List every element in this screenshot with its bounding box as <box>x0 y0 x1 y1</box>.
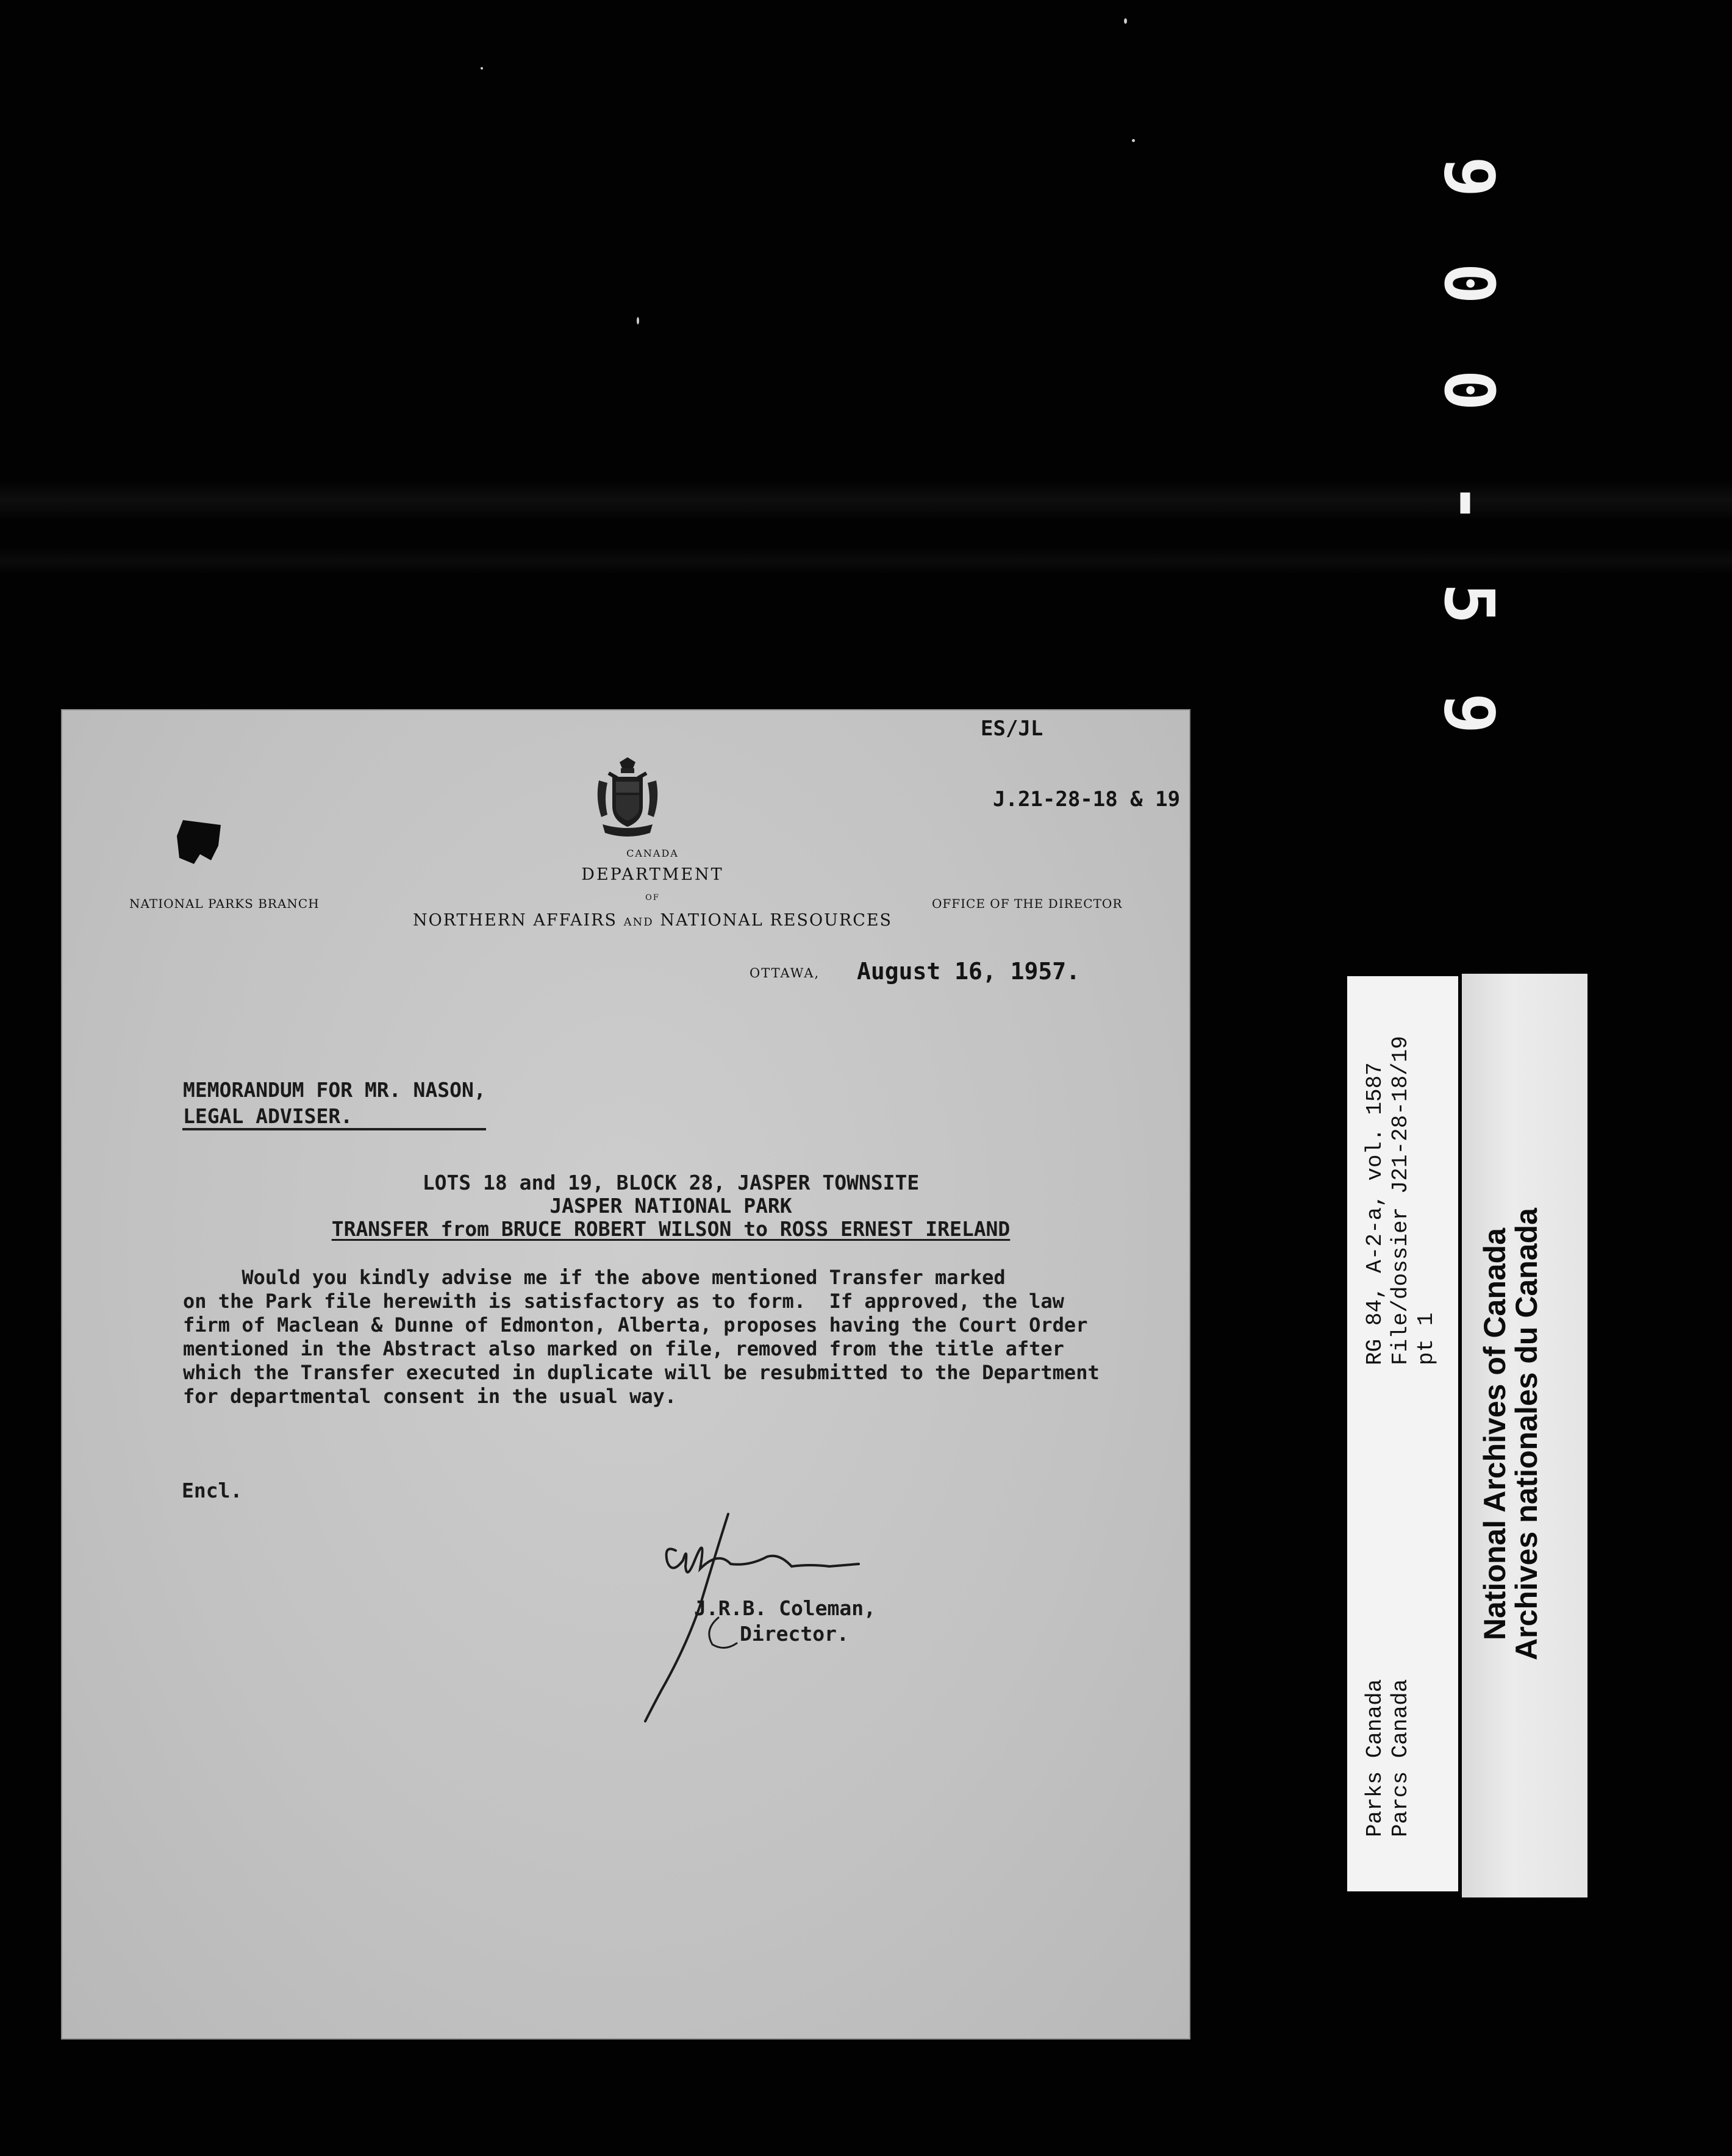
file-reference: J.21-28-18 & 19 <box>993 787 1181 812</box>
archive-reference-text <box>1356 1025 1448 1842</box>
frame-number-digit: 0 <box>1429 369 1508 411</box>
subject-line-1: LOTS 18 and 19, BLOCK 28, JASPER TOWNSITE <box>422 1171 920 1194</box>
archive-institution-label <box>1462 974 1587 1897</box>
ministry-part-1: NORTHERN AFFAIRS <box>412 911 617 930</box>
memorandum-sheet <box>61 709 1190 2040</box>
punch-hole-mark <box>176 818 226 866</box>
letterhead-of: OF <box>645 893 660 902</box>
memo-date: August 16, 1957. <box>857 958 1081 985</box>
letterhead-ministry <box>378 911 927 930</box>
frame-number-digit: 0 <box>1429 263 1508 304</box>
archive-reference-label <box>1347 976 1458 1891</box>
reference-initials: ES/JL <box>981 716 1043 741</box>
institution-name: National Archives of Canada Archives nationales du Canada <box>1478 1208 1544 1660</box>
letterhead-branch: NATIONAL PARKS BRANCH <box>129 896 320 911</box>
enclosure-note: Encl. <box>182 1479 243 1502</box>
frame-number <box>1414 146 1523 768</box>
memo-body: Would you kindly advise me if the above mentioned Transfer marked on the Park file herewith is satisfactory as to form. If approved, the law firm of Maclean & Dunne of Edmonton, Alberta, proposes having the Court Order mentioned in the Abstract also marked on file, removed from the title after which the Transfer executed in duplicate will be resubmitted to the Department for departmental consent in the usual way. <box>183 1266 1100 1408</box>
signer-title: Director. <box>740 1622 849 1646</box>
frame-number-digit: 9 <box>1429 693 1508 734</box>
agency-name: Parks Canada Parcs Canada <box>1362 1679 1413 1837</box>
letterhead-office: OFFICE OF THE DIRECTOR <box>932 896 1123 911</box>
subject-line-2: JASPER NATIONAL PARK <box>549 1194 792 1218</box>
file-citation: RG 84, A-2-a, vol. 1587 File/dossier J21-28-18/19 pt 1 <box>1362 1036 1439 1366</box>
coat-of-arms-icon <box>590 756 665 841</box>
place-label: OTTAWA, <box>750 966 820 980</box>
letterhead-department: DEPARTMENT <box>581 865 724 884</box>
frame-number-digit: 5 <box>1429 583 1508 624</box>
frame-number-digit: 9 <box>1429 156 1508 198</box>
ministry-and: AND <box>623 916 654 929</box>
subject-line-3: TRANSFER from BRUCE ROBERT WILSON to ROSS ERNEST IRELAND <box>331 1217 1011 1241</box>
addressee-underline <box>182 1128 486 1130</box>
letterhead-country: CANADA <box>626 848 679 859</box>
frame-number-digit: - <box>1429 482 1508 524</box>
addressee-line-2: LEGAL ADVISER. <box>183 1104 353 1128</box>
signer-name: J.R.B. Coleman, <box>694 1596 876 1620</box>
addressee-line-1: MEMORANDUM FOR MR. NASON, <box>183 1078 486 1102</box>
ministry-part-2: NATIONAL RESOURCES <box>660 911 893 930</box>
